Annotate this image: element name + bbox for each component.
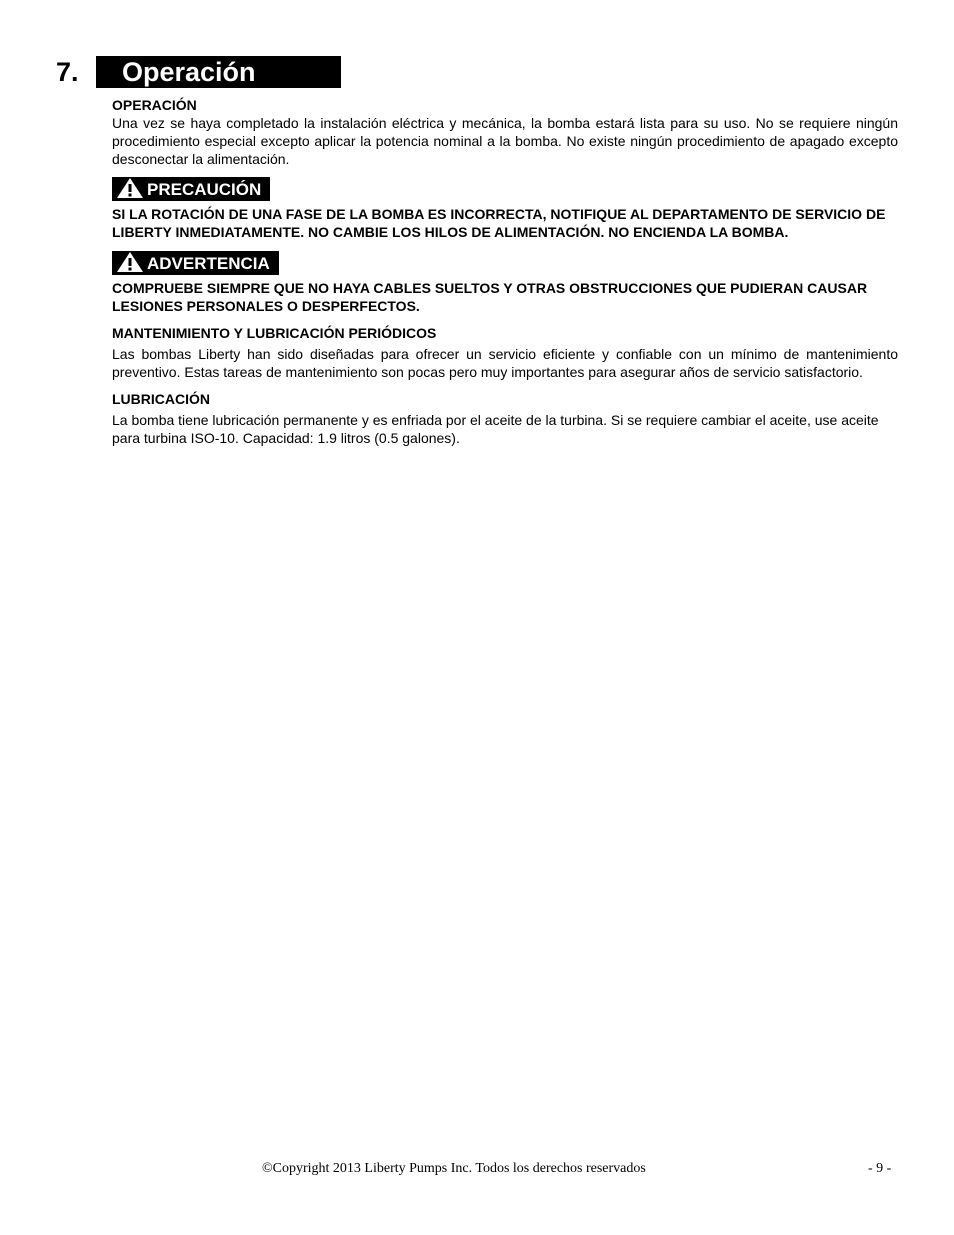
caution-badge — [112, 177, 270, 201]
footer-copyright: ©Copyright 2013 Liberty Pumps Inc. Todos los derechos reservados — [262, 1161, 646, 1176]
lubrication-heading: LUBRICACIÓN — [112, 391, 210, 407]
maintenance-heading: MANTENIMIENTO Y LUBRICACIÓN PERIÓDICOS — [112, 325, 437, 341]
page-number: - 9 - — [868, 1161, 892, 1176]
warning-text: COMPRUEBE SIEMPRE QUE NO HAYA CABLES SUELTOS Y OTRAS OBSTRUCCIONES QUE PUDIERAN CAUSAR LESIONES PERSONALES O DESPERFECTOS. — [112, 280, 868, 314]
warning-badge — [112, 251, 279, 275]
section-title-box — [96, 56, 341, 88]
section-number: 7. — [56, 57, 79, 87]
caution-label: PRECAUCIÓN — [147, 180, 262, 199]
section-header — [56, 56, 346, 88]
warning-triangle-icon — [116, 251, 144, 273]
maintenance-text: Las bombas Liberty han sido diseñadas para ofrecer un servicio eficiente y confiable con un mínimo de mantenimiento preventivo. Estas tareas de mantenimiento son pocas pero muy importantes para asegurar años de servicio satisfactorio. — [112, 346, 898, 380]
lubrication-text: La bomba tiene lubricación permanente y es enfriada por el aceite de la turbina. Si se requiere cambiar el aceite, use aceite para turbina ISO-10. Capacidad: 1.9 litros (0.5 galones). — [112, 412, 879, 446]
section-title: Operación — [122, 57, 256, 87]
main-content — [112, 97, 898, 447]
operation-text: Una vez se haya completado la instalación eléctrica y mecánica, la bomba estará lista para su uso. No se requiere ningún procedimiento especial excepto aplicar la potencia nominal a la bomba. No existe ningún procedimiento de apagado excepto desconectar la alimentación. — [112, 115, 898, 167]
warning-triangle-icon — [116, 177, 144, 199]
warning-label: ADVERTENCIA — [147, 254, 270, 273]
caution-text: SI LA ROTACIÓN DE UNA FASE DE LA BOMBA ES INCORRECTA, NOTIFIQUE AL DEPARTAMENTO DE SERVICIO DE LIBERTY INMEDIATAMENTE. NO CAMBIE LOS HILOS DE ALIMENTACIÓN. NO ENCIENDA LA BOMBA. — [112, 206, 886, 240]
operation-heading: OPERACIÓN — [112, 97, 197, 113]
